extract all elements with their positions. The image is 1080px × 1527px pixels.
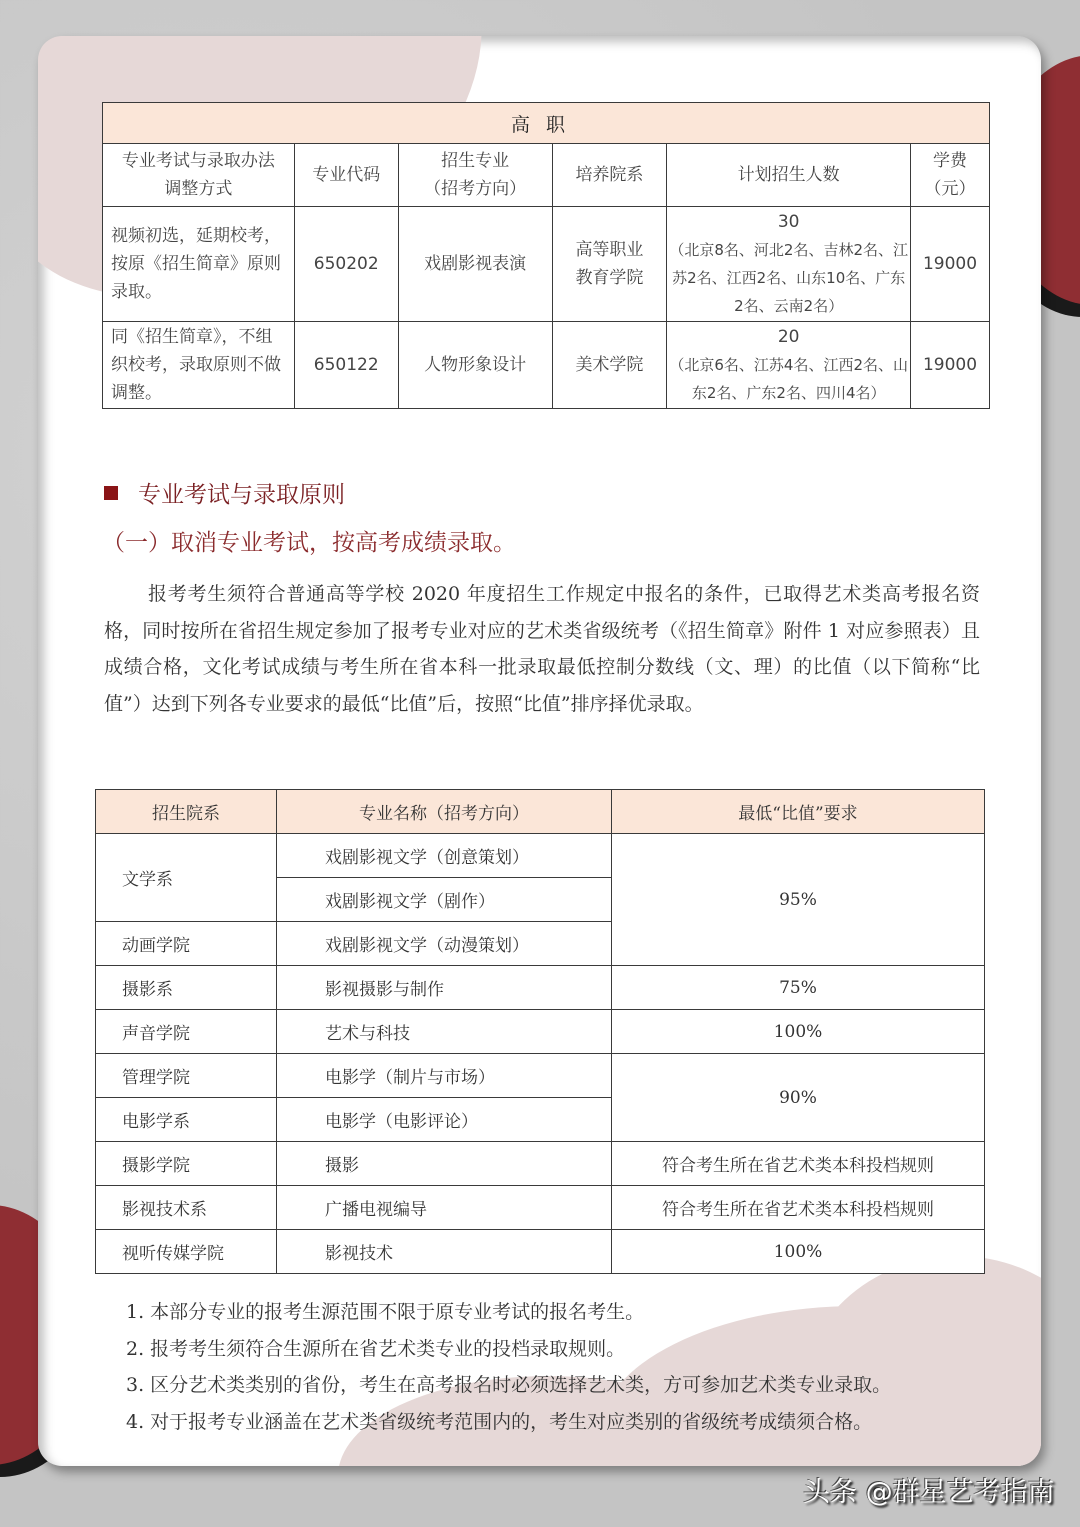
column-header: 专业名称（招考方向） bbox=[277, 790, 612, 834]
dept-cell: 摄影学院 bbox=[96, 1142, 277, 1186]
method-cell: 同《招生简章》，不组织校考，录取原则不做调整。 bbox=[103, 322, 295, 409]
table-row bbox=[96, 1186, 985, 1230]
requirement-cell: 100% bbox=[612, 1230, 985, 1274]
dept-cell: 高等职业 教育学院 bbox=[552, 207, 667, 322]
vocational-admissions-table bbox=[102, 102, 990, 409]
major-cell: 戏剧影视文学（剧作） bbox=[277, 878, 612, 922]
dept-cell: 影视技术系 bbox=[96, 1186, 277, 1230]
dept-cell: 声音学院 bbox=[96, 1010, 277, 1054]
table-row bbox=[96, 1142, 985, 1186]
dept-cell: 电影学系 bbox=[96, 1098, 277, 1142]
column-header: 专业考试与录取办法 调整方式 bbox=[103, 144, 295, 207]
major-cell: 广播电视编导 bbox=[277, 1186, 612, 1230]
requirement-cell: 90% bbox=[612, 1054, 985, 1142]
code-cell: 650122 bbox=[294, 322, 398, 409]
body-paragraph: 报考考生须符合普通高等学校 2020 年度招生工作规定中报名的条件，已取得艺术类高考报名资格，同时按所在省招生规定参加了报考专业对应的艺术类省级统考（《招生简章》附件 1 对应参照表）且成绩合格，文化考试成绩与考生所在省本科一批录取最低控制分数线（文、理）的比值（以下简称“比值”）达到下列各专业要求的最低“比值”后，按照“比值”排序择优录取。 bbox=[104, 583, 980, 715]
column-header: 招生院系 bbox=[96, 790, 277, 834]
major-cell: 电影学（制片与市场） bbox=[277, 1054, 612, 1098]
table-title: 高职 bbox=[103, 103, 990, 144]
fee-cell: 19000 bbox=[911, 322, 990, 409]
note-item: 4. 对于报考专业涵盖在艺术类省级统考范围内的，考生对应类别的省级统考成绩须合格。 bbox=[126, 1410, 873, 1433]
column-header: 专业代码 bbox=[294, 144, 398, 207]
major-cell: 艺术与科技 bbox=[277, 1010, 612, 1054]
major-cell: 戏剧影视文学（创意策划） bbox=[277, 834, 612, 878]
requirement-cell: 符合考生所在省艺术类本科投档规则 bbox=[612, 1186, 985, 1230]
requirement-cell: 符合考生所在省艺术类本科投档规则 bbox=[612, 1142, 985, 1186]
major-cell: 影视技术 bbox=[277, 1230, 612, 1274]
method-cell: 视频初选，延期校考，按原《招生简章》原则录取。 bbox=[103, 207, 295, 322]
column-header: 计划招生人数 bbox=[667, 144, 911, 207]
table-row bbox=[96, 1230, 985, 1274]
requirement-cell: 100% bbox=[612, 1010, 985, 1054]
note-item: 3. 区分艺术类类别的省份，考生在高考报名时必须选择艺术类，方可参加艺术类专业录取。 bbox=[126, 1374, 892, 1396]
note-item: 1. 本部分专业的报考生源范围不限于原专业考试的报名考生。 bbox=[126, 1301, 645, 1323]
notes-list bbox=[126, 1294, 891, 1440]
column-header: 招生专业 （招考方向） bbox=[398, 144, 552, 207]
requirement-cell: 95% bbox=[612, 834, 985, 966]
section-heading: 专业考试与录取原则 bbox=[104, 476, 345, 509]
column-header: 最低“比值”要求 bbox=[612, 790, 985, 834]
table-row bbox=[96, 966, 985, 1010]
major-cell: 影视摄影与制作 bbox=[277, 966, 612, 1010]
code-cell: 650202 bbox=[294, 207, 398, 322]
major-cell: 戏剧影视文学（动漫策划） bbox=[277, 922, 612, 966]
ratio-requirements-table bbox=[95, 789, 985, 1274]
table-row bbox=[96, 1054, 985, 1098]
column-header: 培养院系 bbox=[552, 144, 667, 207]
note-item: 2. 报考考生须符合生源所在省艺术类专业的投档录取规则。 bbox=[126, 1337, 626, 1360]
dept-cell: 文学系 bbox=[96, 834, 277, 922]
fee-cell: 19000 bbox=[911, 207, 990, 322]
square-bullet-icon bbox=[104, 486, 118, 500]
table-row bbox=[103, 322, 990, 409]
major-cell: 摄影 bbox=[277, 1142, 612, 1186]
sub-heading: （一）取消专业考试，按高考成绩录取。 bbox=[102, 530, 516, 556]
table-row bbox=[103, 207, 990, 322]
dept-cell: 美术学院 bbox=[552, 322, 667, 409]
watermark: 头条 @群星艺考指南 bbox=[803, 1477, 1055, 1508]
dept-cell: 摄影系 bbox=[96, 966, 277, 1010]
major-cell: 人物形象设计 bbox=[398, 322, 552, 409]
major-cell: 电影学（电影评论） bbox=[277, 1098, 612, 1142]
column-header: 学费 （元） bbox=[911, 144, 990, 207]
major-cell: 戏剧影视表演 bbox=[398, 207, 552, 322]
plan-cell: 30 （北京8名、河北2名、吉林2名、江苏2名、江西2名、山东10名、广东2名、云南2名） bbox=[667, 207, 911, 322]
dept-cell: 动画学院 bbox=[96, 922, 277, 966]
document-page bbox=[38, 36, 1041, 1466]
table-row bbox=[96, 1010, 985, 1054]
requirement-cell: 75% bbox=[612, 966, 985, 1010]
dept-cell: 视听传媒学院 bbox=[96, 1230, 277, 1274]
table-row bbox=[96, 834, 985, 878]
plan-cell: 20 （北京6名、江苏4名、江西2名、山东2名、广东2名、四川4名） bbox=[667, 322, 911, 409]
dept-cell: 管理学院 bbox=[96, 1054, 277, 1098]
